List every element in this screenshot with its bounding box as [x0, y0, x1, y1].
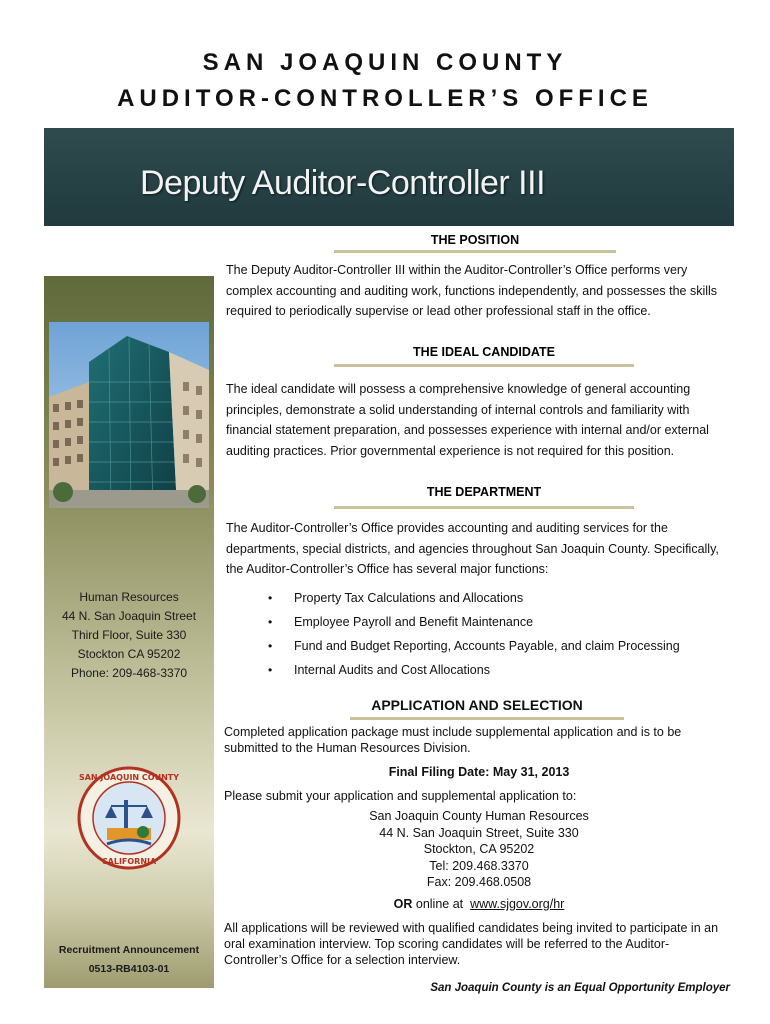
position-divider [334, 250, 616, 253]
contact-line: Phone: 209-468-3370 [70, 666, 188, 680]
recruitment-label: Recruitment Announcement [58, 944, 200, 956]
sidebar [44, 276, 214, 988]
recruitment-code: 0513-RB4103-01 [88, 963, 170, 975]
title-banner [44, 128, 734, 226]
hr-address [224, 808, 734, 891]
submit-instructions: Please submit your application and supplemental application to: [224, 789, 577, 803]
application-divider [350, 717, 624, 720]
ideal-divider [334, 364, 634, 367]
contact-line: 44 N. San Joaquin Street [61, 609, 197, 623]
address-line: San Joaquin County Human Resources [369, 809, 589, 823]
ideal-text: The ideal candidate will possess a comprehensive knowledge of general accounting principles, demonstrate a solid understanding of internal controls and familiarity with financial statement preparation, and possesses experience with internal and/or external auditing practices. Prior governmental experience is not required for this position. [226, 382, 709, 458]
position-text: The Deputy Auditor-Controller III within the Auditor-Controller’s Office performs very complex accounting and auditing work, functions independently, and possesses the skills required to periodically supervise or lead other professional staff in the office. [226, 263, 718, 318]
county-seal-logo [77, 766, 181, 870]
department-functions [268, 588, 680, 684]
county-name: SAN JOAQUIN COUNTY [202, 49, 568, 76]
list-item: • Internal Audits and Cost Allocations [268, 660, 680, 684]
review-text: All applications will be reviewed with qualified candidates being invited to participate in an oral examination interview. Top scoring candidates will be referred to the Auditor-Controller’s Office for a selection interview. [224, 921, 719, 967]
office-header [0, 46, 770, 116]
address-line: Tel: 209.468.3370 [429, 858, 529, 873]
ideal-heading: THE IDEAL CANDIDATE [413, 345, 555, 359]
address-line: Fax: 209.468.0508 [426, 875, 532, 889]
department-heading: THE DEPARTMENT [426, 485, 542, 499]
online-text: online at [412, 897, 471, 911]
county-seal [77, 766, 181, 870]
hr-contact [44, 588, 214, 683]
application-heading: APPLICATION AND SELECTION [371, 697, 583, 713]
contact-line: Stockton CA 95202 [77, 647, 181, 661]
position-heading: THE POSITION [430, 233, 520, 247]
seal-lettering: SAN JOAQUIN COUNTY [78, 773, 180, 782]
recruitment-info [44, 941, 214, 979]
list-item: • Property Tax Calculations and Allocations [268, 588, 680, 612]
job-title: Deputy Auditor-Controller III [140, 164, 546, 202]
office-name: AUDITOR-CONTROLLER’S OFFICE [117, 85, 653, 112]
online-apply [224, 896, 734, 913]
list-item: • Employee Payroll and Benefit Maintenance [268, 612, 680, 636]
seal-lettering: CALIFORNIA [101, 857, 157, 866]
list-item: • Fund and Budget Reporting, Accounts Payable, and claim Processing [268, 636, 680, 660]
address-line: 44 N. San Joaquin Street, Suite 330 [379, 825, 579, 840]
hr-website-link[interactable]: www.sjgov.org/hr [470, 897, 565, 911]
department-divider [334, 506, 634, 509]
contact-line: Third Floor, Suite 330 [71, 628, 187, 642]
department-text: The Auditor-Controller’s Office provides accounting and auditing services for the departments, special districts, and agencies throughout San Joaquin County. Specifically, the Auditor-Controller’s Office has several major functions: [226, 521, 719, 576]
building-image [49, 322, 209, 508]
contact-line: Human Resources [79, 590, 179, 604]
or-label: OR [393, 897, 413, 911]
equal-opportunity-statement: San Joaquin County is an Equal Opportunity Employer [430, 982, 730, 994]
filing-date: Final Filing Date: May 31, 2013 [388, 765, 570, 779]
building-photo [49, 322, 209, 508]
address-line: Stockton, CA 95202 [423, 842, 535, 856]
application-intro: Completed application package must include supplemental application and is to be submitted to the Human Resources Division. [224, 725, 682, 755]
